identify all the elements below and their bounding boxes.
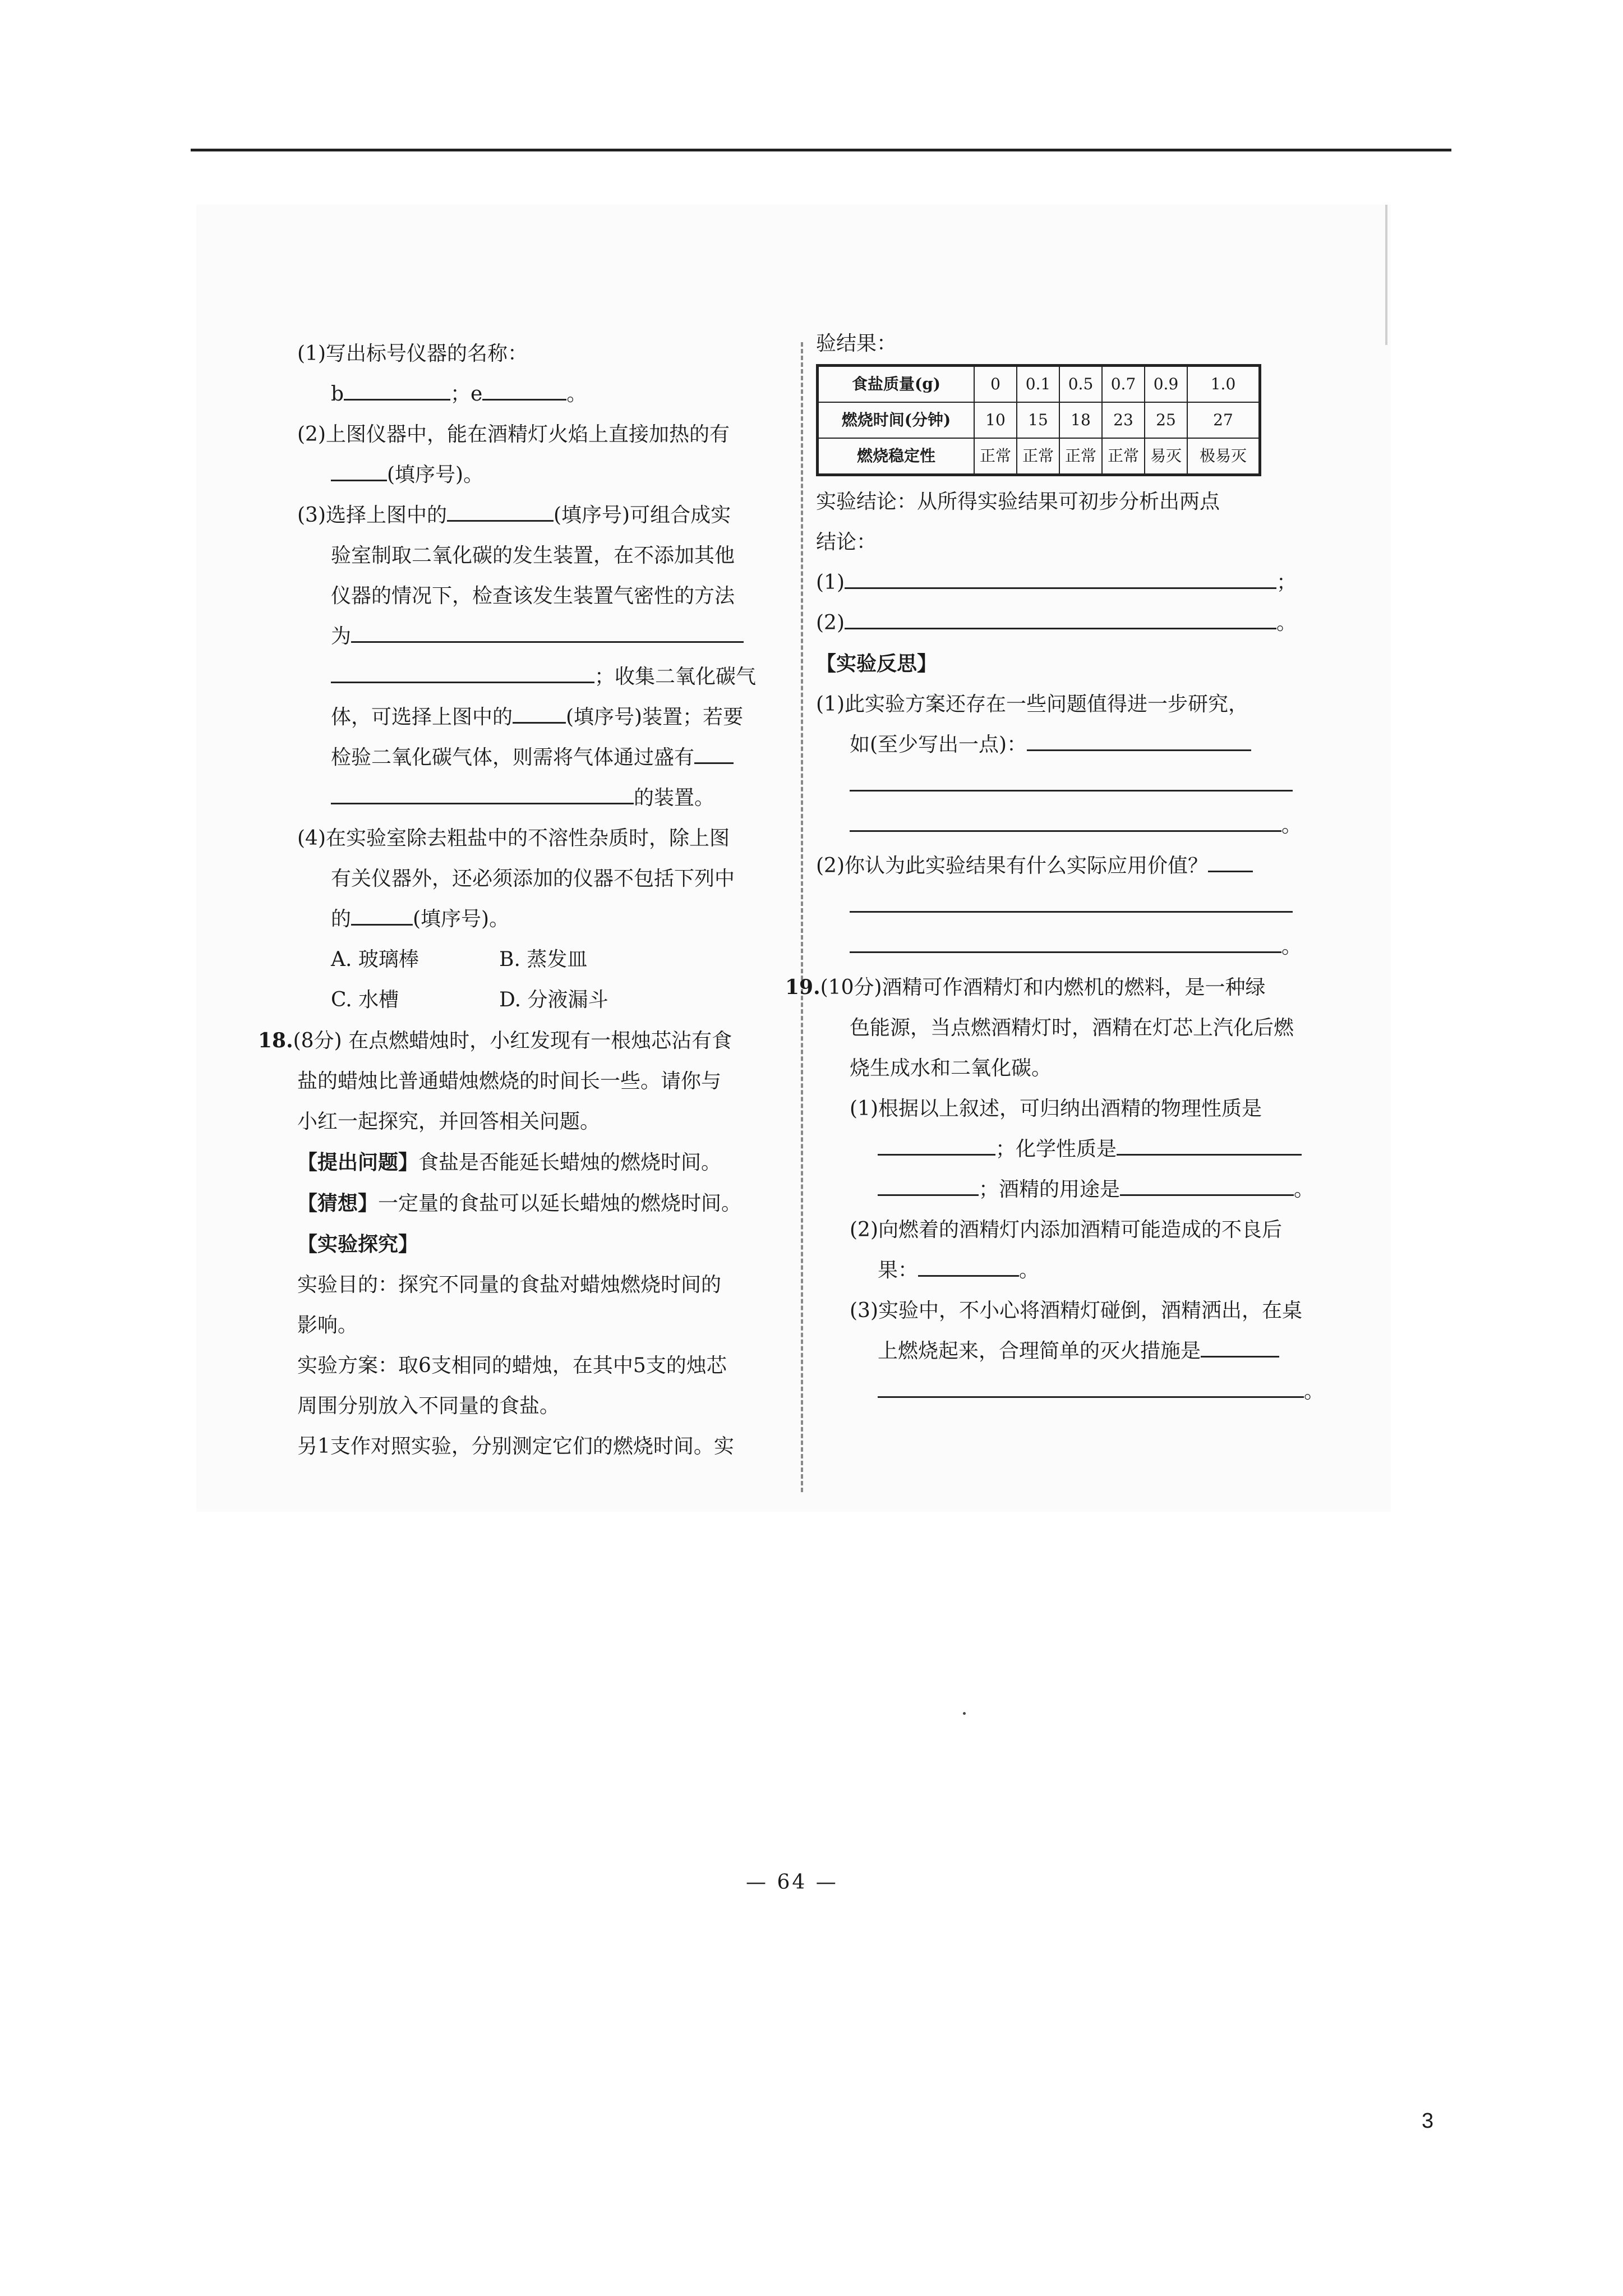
- reflection-q1-line1: (1)此实验方案还存在一些问题值得进一步研究，: [816, 693, 1248, 716]
- table-row-label: 食盐质量(g): [818, 366, 975, 403]
- conclusion-1: (1) ；: [816, 563, 1332, 603]
- answer-blank-q3e[interactable]: [694, 740, 734, 764]
- q19-line2: 色能源，当点燃酒精灯时，酒精在灯芯上汽化后燃: [850, 1016, 1294, 1039]
- answer-blank-reflection-2b[interactable]: [850, 889, 1293, 913]
- answer-blank-q19-1b[interactable]: [1117, 1131, 1302, 1156]
- q19-2-line1: (2)向燃着的酒精灯内添加酒精可能造成的不良后: [850, 1218, 1282, 1241]
- q18-question: 【提出问题】食盐是否能延长蜡烛的燃烧时间。: [297, 1151, 722, 1174]
- answer-blank-q19-2[interactable]: [918, 1253, 1019, 1277]
- q17-3-line7: 检验二氧化碳气体，则需将气体通过盛有: [297, 738, 791, 778]
- answer-blank-conclusion-1[interactable]: [845, 565, 1276, 589]
- table-row-label: 燃烧稳定性: [818, 438, 975, 475]
- answer-blank-q19-3b[interactable]: [878, 1374, 1304, 1398]
- table-row: [818, 402, 1260, 438]
- table-row: [818, 438, 1260, 475]
- q19-line1: 19.(10分)酒精可作酒精灯和内燃机的燃料，是一种绿: [785, 976, 1266, 999]
- table-cell: 正常: [1017, 438, 1059, 475]
- reflection-q2-line2: [816, 886, 1332, 927]
- table-cell: 正常: [974, 438, 1017, 475]
- table-cell: 15: [1017, 402, 1059, 438]
- answer-blank-q2[interactable]: [331, 457, 387, 481]
- results-heading: 验结果：: [816, 332, 897, 355]
- table-row-label: 燃烧时间(分钟): [818, 402, 975, 438]
- table-cell: 0.7: [1102, 366, 1145, 403]
- q18-line1: 18.(8分) 在点燃蜡烛时，小红发现有一根烛芯沾有食: [258, 1029, 732, 1052]
- q19-1-line2: ；化学性质是: [816, 1129, 1332, 1170]
- q17-4-options-cd: [297, 980, 791, 1020]
- q18-plan-line2: 周围分别放入不同量的食盐。: [297, 1395, 560, 1418]
- conclusion-line2: 结论：: [816, 531, 877, 554]
- answer-blank-reflection-1b[interactable]: [850, 767, 1293, 792]
- q17-3-line5: ；收集二氧化碳气: [297, 657, 791, 697]
- q19-line3: 烧生成水和二氧化碳。: [850, 1057, 1052, 1080]
- answer-blank-q3b[interactable]: [351, 619, 744, 643]
- q17-1-answer-line: b ；e 。: [297, 374, 791, 415]
- conclusion-2: (2) 。: [816, 603, 1332, 643]
- answer-blank-q3c[interactable]: [331, 659, 594, 683]
- right-column: [785, 328, 1332, 1412]
- results-table: [816, 364, 1261, 476]
- answer-blank-q19-1c[interactable]: [878, 1172, 979, 1196]
- table-cell: 正常: [1059, 438, 1102, 475]
- q19-2-line2: 果： 。: [816, 1250, 1332, 1291]
- q17-4-options-ab: [297, 940, 791, 980]
- reflection-tag: 【实验反思】: [816, 652, 938, 675]
- reflection-q1-line2: 如(至少写出一点)：: [816, 725, 1332, 765]
- table-cell: 1.0: [1187, 366, 1260, 403]
- answer-blank-reflection-2a[interactable]: [1208, 848, 1253, 872]
- q19-1-line3: ；酒精的用途是 。: [816, 1170, 1332, 1210]
- table-cell: 易灭: [1145, 438, 1187, 475]
- answer-blank-q3f[interactable]: [331, 780, 634, 804]
- option-d: D. 分液漏斗: [499, 988, 608, 1011]
- q18-experiment-tag: 【实验探究】: [297, 1232, 419, 1256]
- q19-1-line1: (1)根据以上叙述，可归纳出酒精的物理性质是: [850, 1097, 1262, 1120]
- option-b: B. 蒸发皿: [499, 948, 588, 971]
- q18-plan-line3: 另1支作对照实验，分别测定它们的燃烧时间。实: [297, 1435, 734, 1458]
- table-cell: 极易灭: [1187, 438, 1260, 475]
- q17-3-line8: 的装置。: [297, 778, 791, 818]
- column-divider: [801, 342, 803, 1492]
- table-cell: 25: [1145, 402, 1187, 438]
- table-cell: 27: [1187, 402, 1260, 438]
- answer-blank-q3a[interactable]: [447, 498, 554, 522]
- option-c: C. 水槽: [331, 988, 399, 1011]
- q17-3-line2: 验室制取二氧化碳的发生装置，在不添加其他: [331, 544, 735, 567]
- conclusion-line1: 实验结论：从所得实验结果可初步分析出两点: [816, 490, 1220, 513]
- option-a: A. 玻璃棒: [331, 948, 419, 971]
- table-cell: 0.1: [1017, 366, 1059, 403]
- table-cell: 0.5: [1059, 366, 1102, 403]
- answer-blank-reflection-2c[interactable]: [850, 929, 1281, 953]
- q17-3-line4: 为: [297, 616, 791, 657]
- answer-blank-reflection-1a[interactable]: [1027, 727, 1251, 751]
- q17-2-line1: (2)上图仪器中，能在酒精灯火焰上直接加热的有: [297, 423, 730, 446]
- reflection-q2-line3: 。: [816, 927, 1332, 967]
- answer-blank-conclusion-2[interactable]: [845, 605, 1276, 629]
- reflection-q2-line1: (2)你认为此实验结果有什么实际应用价值？: [816, 846, 1332, 886]
- header-rule: [191, 149, 1451, 151]
- q18-line3: 小红一起探究，并回答相关问题。: [297, 1110, 601, 1133]
- q17-3-line1: (3)选择上图中的 (填序号)可组合成实: [297, 495, 791, 536]
- q17-4-line2: 有关仪器外，还必须添加的仪器不包括下列中: [331, 867, 735, 890]
- left-column: [258, 334, 791, 1467]
- table-cell: 0.9: [1145, 366, 1187, 403]
- table-cell: 正常: [1102, 438, 1145, 475]
- q19-3-line2: 上燃烧起来，合理简单的灭火措施是: [816, 1331, 1332, 1372]
- answer-blank-q19-1d[interactable]: [1120, 1172, 1294, 1196]
- q17-2-line2: (填序号)。: [297, 455, 791, 495]
- table-row: [818, 366, 1260, 403]
- q18-plan-line1: 实验方案：取6支相同的蜡烛，在其中5支的烛芯: [297, 1354, 727, 1377]
- answer-blank-q19-1a[interactable]: [878, 1131, 995, 1156]
- q17-4-line3: 的 (填序号)。: [297, 899, 791, 940]
- reflection-q1-line3: [816, 765, 1332, 806]
- table-cell: 0: [974, 366, 1017, 403]
- q17-4-line1: (4)在实验室除去粗盐中的不溶性杂质时，除上图: [297, 827, 730, 850]
- answer-blank-reflection-1c[interactable]: [850, 808, 1281, 832]
- answer-blank-q19-3a[interactable]: [1201, 1333, 1279, 1358]
- answer-blank-q4[interactable]: [351, 901, 413, 926]
- q18-hypothesis: 【猜想】一定量的食盐可以延长蜡烛的燃烧时间。: [297, 1191, 742, 1215]
- q17-1-title: (1)写出标号仪器的名称：: [297, 342, 528, 365]
- page-number: — 64 —: [746, 1871, 838, 1894]
- corner-page-number: 3: [1422, 2109, 1434, 2133]
- table-cell: 10: [974, 402, 1017, 438]
- scan-edge-mark: [1385, 205, 1387, 345]
- q18-line2: 盐的蜡烛比普通蜡烛燃烧的时间长一些。请你与: [297, 1070, 722, 1093]
- q17-3-line3: 仪器的情况下，检查该发生装置气密性的方法: [331, 585, 735, 608]
- reflection-q1-line4: 。: [816, 806, 1332, 846]
- table-cell: 23: [1102, 402, 1145, 438]
- answer-blank-b[interactable]: [344, 376, 450, 401]
- q18-purpose-line2: 影响。: [297, 1314, 358, 1337]
- q17-3-line6: 体，可选择上图中的 (填序号)装置；若要: [297, 697, 791, 738]
- q19-3-line3: 。: [816, 1372, 1332, 1412]
- q18-purpose-line1: 实验目的：探究不同量的食盐对蜡烛燃烧时间的: [297, 1273, 722, 1296]
- table-cell: 18: [1059, 402, 1102, 438]
- answer-blank-e[interactable]: [482, 376, 566, 401]
- scan-speck: [963, 1712, 966, 1715]
- q19-3-line1: (3)实验中，不小心将酒精灯碰倒，酒精洒出，在桌: [850, 1299, 1302, 1322]
- answer-blank-q3d[interactable]: [513, 700, 566, 724]
